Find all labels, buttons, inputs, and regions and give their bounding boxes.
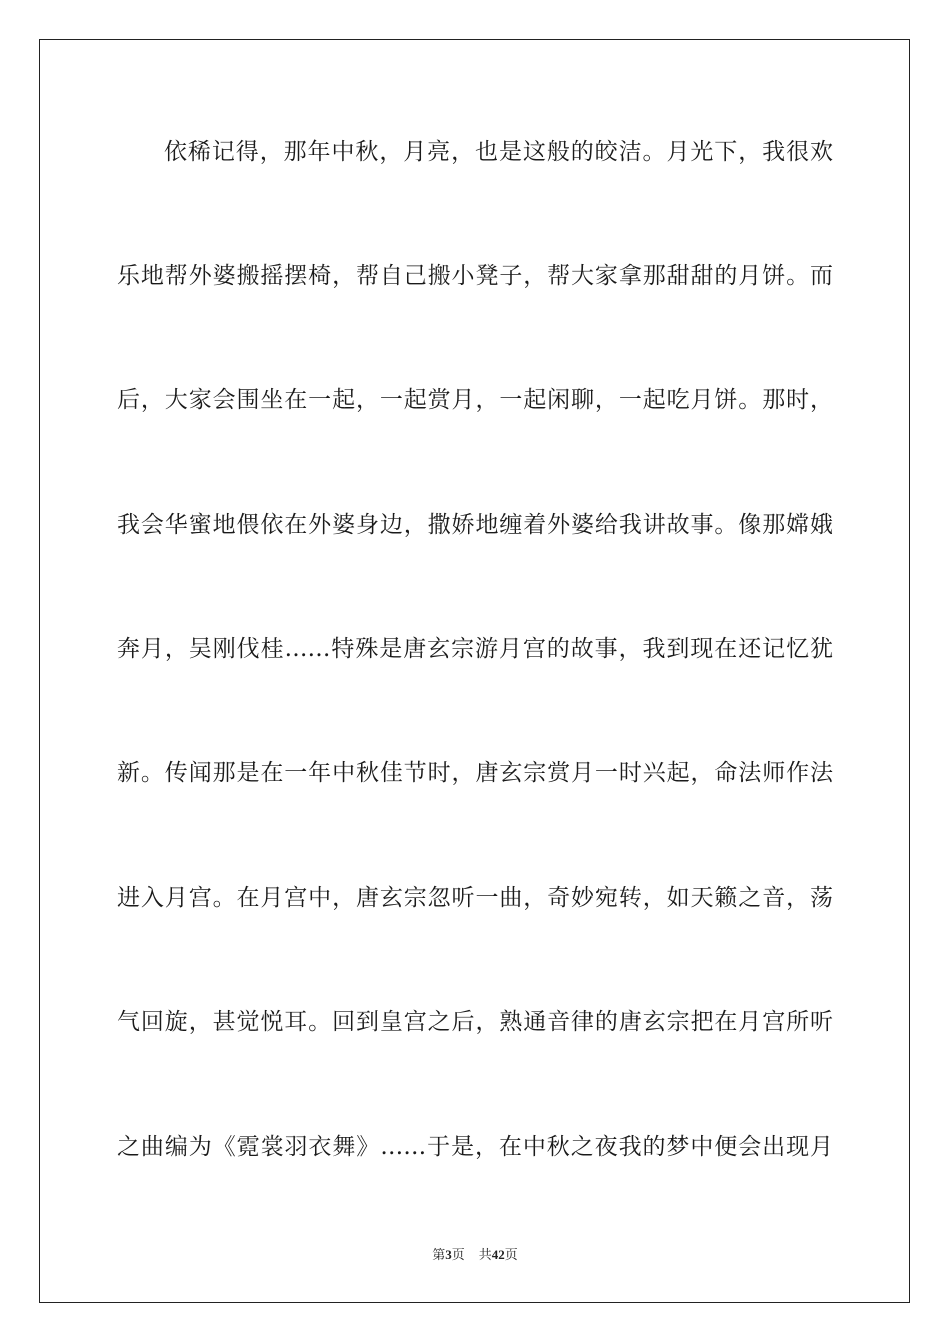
paragraph-line-9: 之曲编为《霓裳羽衣舞》……于是，在中秋之夜我的梦中便会出现月 xyxy=(117,1134,833,1160)
paragraph-line-7: 进入月宫。在月宫中，唐玄宗忽听一曲，奇妙宛转，如天籁之音，荡 xyxy=(117,885,833,911)
total-pages-number: 42 xyxy=(491,1247,505,1262)
footer-total-suffix: 页 xyxy=(504,1248,518,1263)
page-footer xyxy=(0,1247,950,1264)
footer-total-prefix: 共 xyxy=(478,1248,492,1263)
paragraph-line-2: 乐地帮外婆搬摇摆椅，帮自己搬小凳子，帮大家拿那甜甜的月饼。而 xyxy=(117,263,833,289)
footer-page-prefix: 第 xyxy=(432,1248,446,1263)
current-page-number: 3 xyxy=(445,1247,452,1262)
paragraph-line-6: 新。传闻那是在一年中秋佳节时，唐玄宗赏月一时兴起，命法师作法 xyxy=(117,760,833,786)
paragraph-line-4: 我会华蜜地偎依在外婆身边，撒娇地缠着外婆给我讲故事。像那嫦娥 xyxy=(117,512,833,538)
footer-page-suffix: 页 xyxy=(451,1248,465,1263)
paragraph-line-5: 奔月，吴刚伐桂……特殊是唐玄宗游月宫的故事，我到现在还记忆犹 xyxy=(117,636,833,662)
paragraph-line-8: 气回旋，甚觉悦耳。回到皇宫之后，熟通音律的唐玄宗把在月宫所听 xyxy=(117,1009,833,1035)
paragraph-line-3: 后，大家会围坐在一起，一起赏月，一起闲聊，一起吃月饼。那时， xyxy=(117,387,833,413)
page-border xyxy=(39,39,910,1303)
paragraph-line-1: 依稀记得，那年中秋，月亮，也是这般的皎洁。月光下，我很欢 xyxy=(164,139,833,165)
